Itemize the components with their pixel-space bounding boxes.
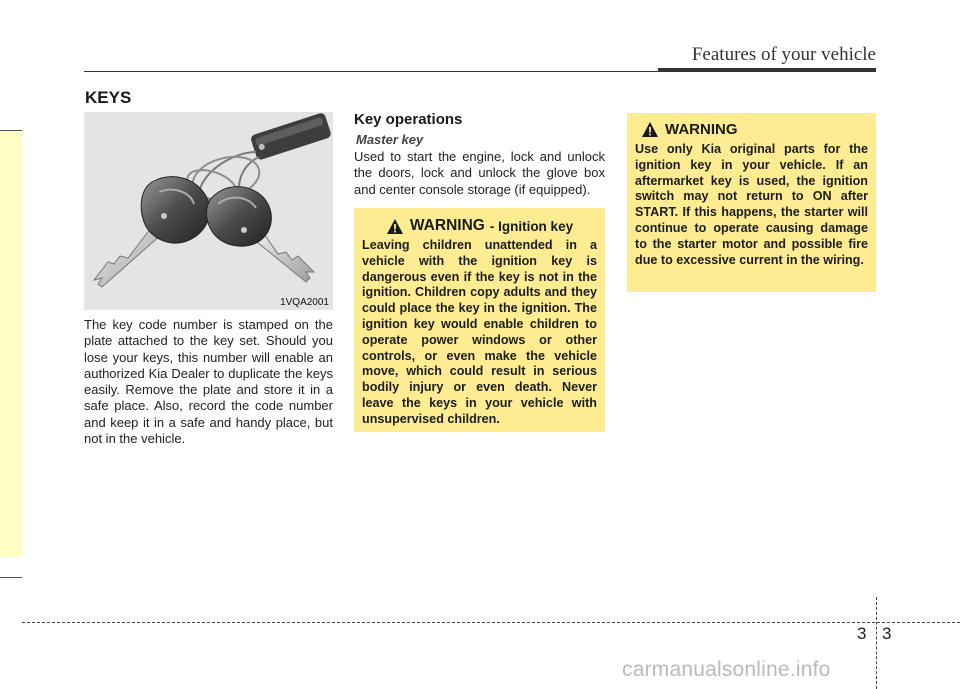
- warning-box-ignition-key: [354, 208, 605, 432]
- warning-title: WARNING: [665, 121, 738, 138]
- key-operations-paragraph: Used to start the engine, lock and unlock the doors, lock and unlock the glove box and center console storage (if equipped).: [354, 149, 605, 197]
- key-illustration: [84, 112, 333, 310]
- warning-triangle-icon: [641, 121, 659, 138]
- key-figure: [84, 112, 333, 310]
- chapter-number: 3: [857, 624, 867, 643]
- warning-body: Leaving children unattended in a vehicle with the ignition key is dangerous even if the key is not in the ignition. Children copy adults and they could place the key in the ignition. The ignition key would enable children to operate power windows or other controls, or even make the vehicle move, which could result in serious bodily injury or even death. Never leave the keys in your vehicle with unsupervised children.: [362, 238, 597, 426]
- page-number: 3: [882, 624, 892, 643]
- warning-heading: [641, 121, 868, 138]
- running-header: Features of your vehicle: [691, 44, 876, 65]
- chapter-side-tab: [0, 130, 22, 557]
- key-code-paragraph: The key code number is stamped on the plate attached to the key set. Should you lose your keys, this number will enable an authorized Kia Dealer to duplicate the keys easily. Remove the plate and store it in a safe place. Also, record the code number and keep it in a safe and handy place, but not in the vehicle.: [84, 317, 333, 447]
- master-key-subheading: Master key: [356, 132, 424, 147]
- side-tab-top-rule: [0, 130, 22, 131]
- footer-dashed-rule: [22, 622, 960, 623]
- warning-triangle-icon: [386, 218, 404, 235]
- warning-subtitle: - Ignition key: [489, 218, 574, 234]
- watermark: carmanualsonline.info: [622, 658, 831, 681]
- figure-code: 1VQA2001: [280, 297, 329, 308]
- section-title: KEYS: [85, 88, 132, 107]
- warning-title: WARNING: [409, 217, 485, 234]
- warning-body: Use only Kia original parts for the ignition key in your vehicle. If an aftermarket key is used, the ignition switch may not return to ON after START. If this happens, the starter will continue to operate causing damage to the starter motor and possible fire due to excessive current in the wiring.: [635, 142, 868, 267]
- header-accent-rule: [658, 68, 876, 72]
- footer-dashed-divider: [876, 597, 877, 689]
- warning-box-original-parts: [627, 113, 876, 292]
- side-tab-bottom-rule: [0, 577, 22, 578]
- warning-heading: [362, 217, 597, 235]
- key-operations-heading: Key operations: [354, 111, 463, 128]
